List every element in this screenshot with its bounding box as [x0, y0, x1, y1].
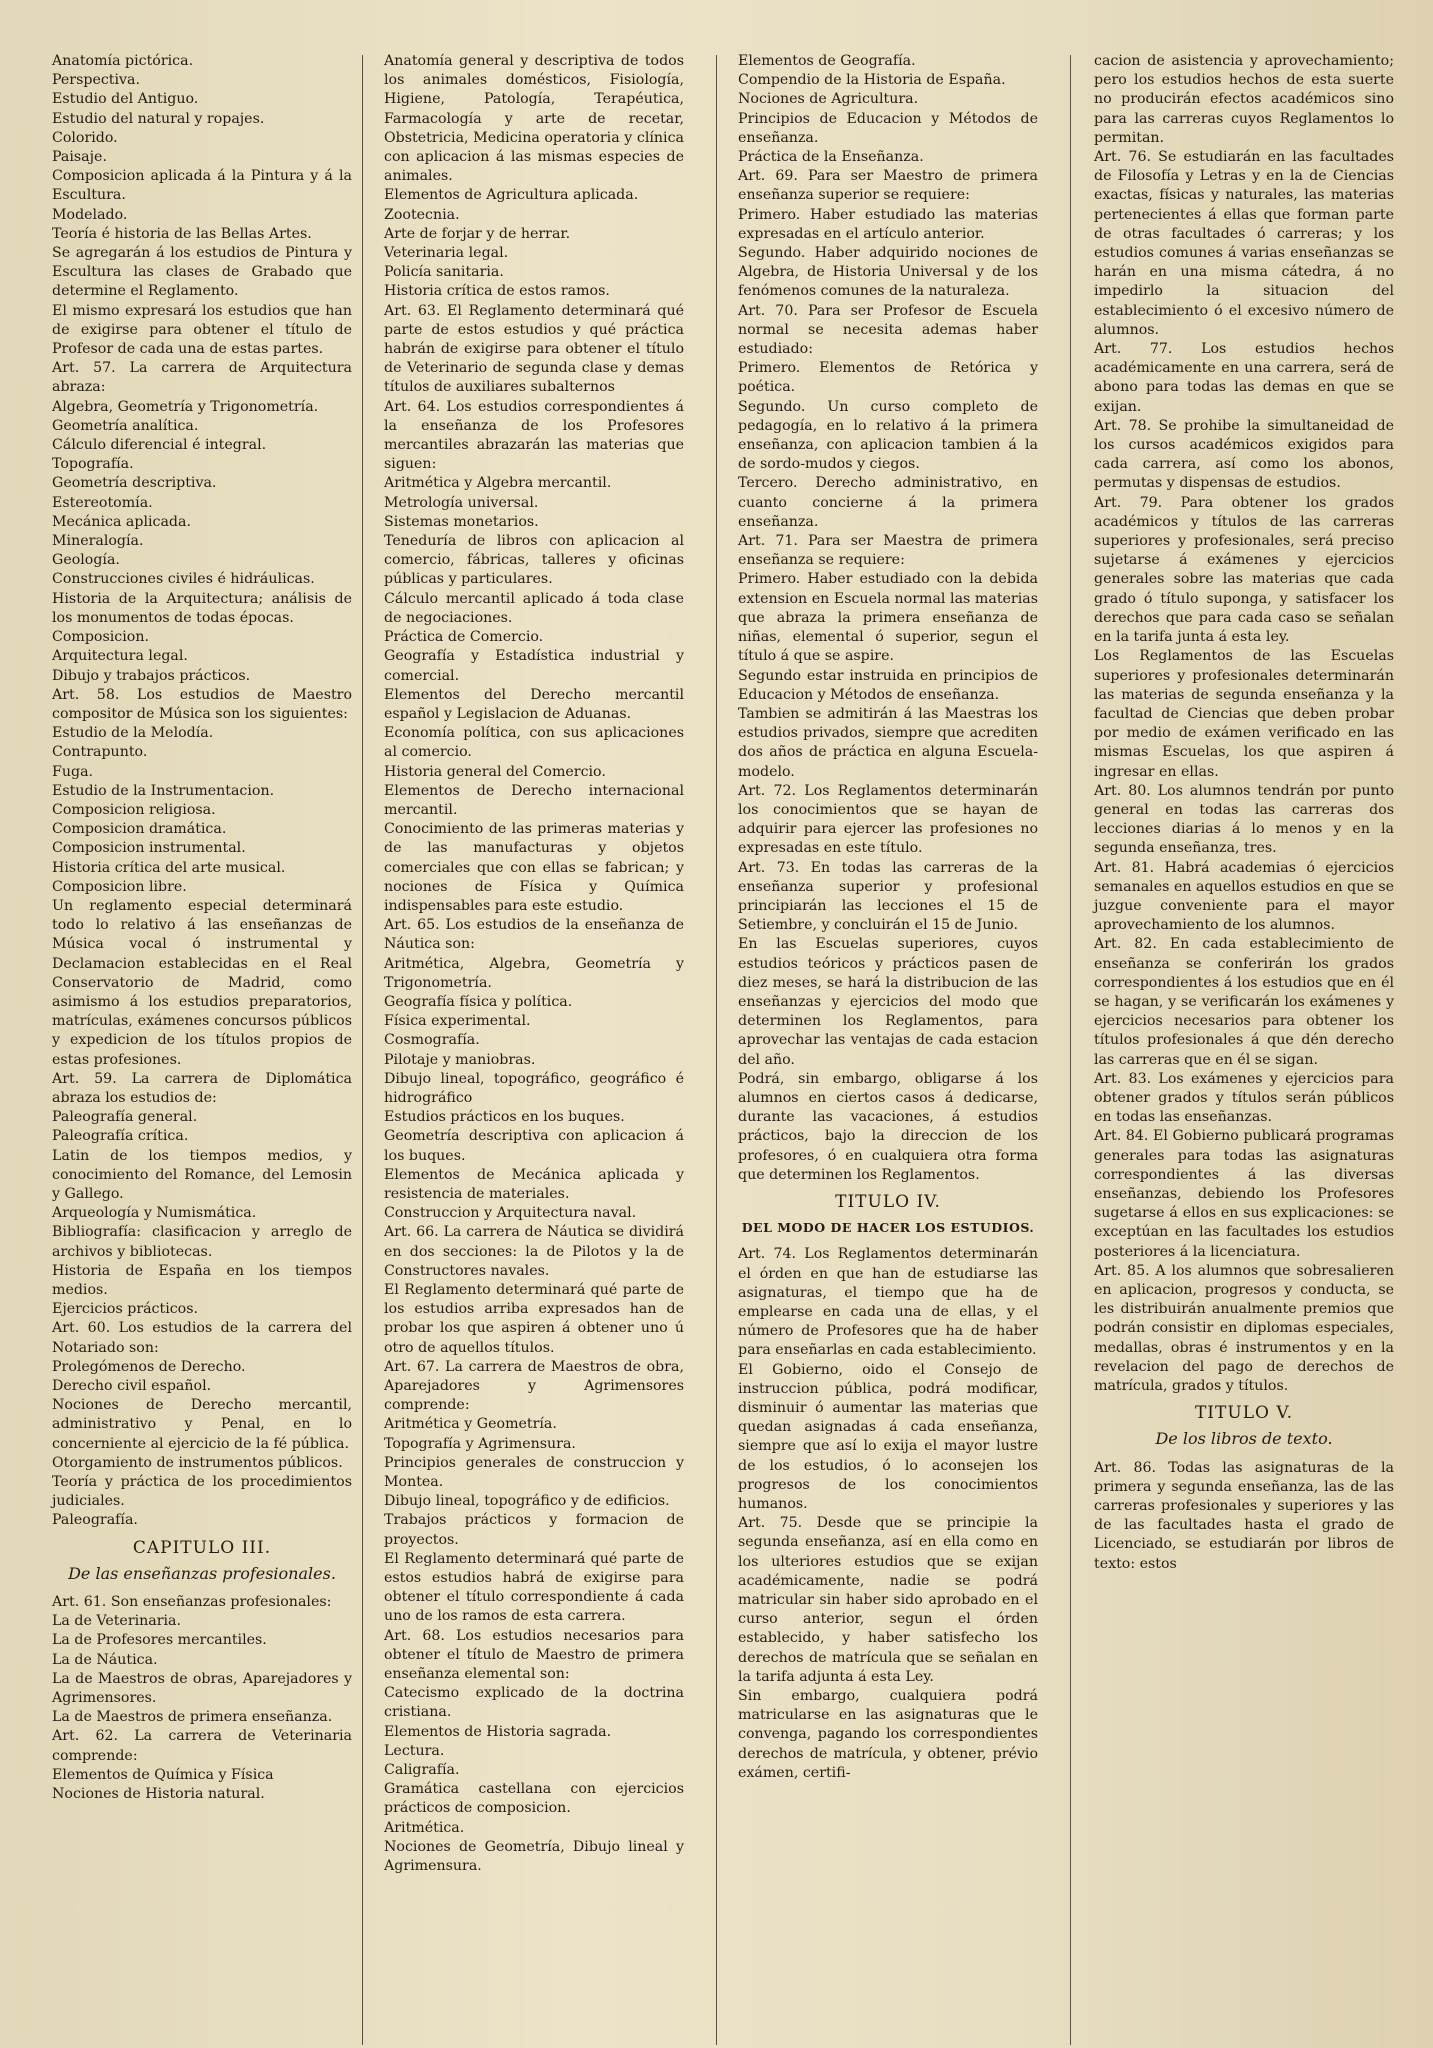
text-line: Metrología universal.	[384, 494, 539, 511]
text-line: Práctica de Comercio.	[384, 629, 544, 646]
text-line: Prolegómenos de Derecho.	[52, 1358, 246, 1375]
text-line: Sistemas monetarios.	[384, 513, 539, 530]
article-paragraph: Art. 73. En todas las carreras de la enseñanza superior y profesional principiarán las lecciones el 15 de Setiembre, y concluirán el 15 de Junio.	[738, 859, 1038, 934]
text-line: Teoría é historia de las Bellas Artes.	[52, 225, 312, 242]
article-paragraph: Art. 74. Los Reglamentos determinarán el órden en que han de estudiarse las asignaturas, el tiempo que ha de emplearse en cada una de ellas, y el número de Profesores que ha de haber para enseñarlas en cada establecimiento.	[738, 1246, 1038, 1359]
text-line: Compendio de la Historia de España.	[738, 72, 1006, 89]
text-line: Geometría descriptiva.	[52, 475, 217, 492]
text-line: Segundo estar instruida en principios de Educacion y Métodos de enseñanza.	[738, 667, 1038, 703]
article-paragraph: Art. 86. Todas las asignaturas de la primera y segunda enseñanza, las de las carreras profesionales y superiores y las de las facultades hasta el grado de Licenciado, se estudiarán por libros de texto: estos	[1094, 1459, 1394, 1572]
text-line: Primero. Haber estudiado las materias expresadas en el artículo anterior.	[738, 206, 1038, 242]
text-line: Elementos de Química y Física	[52, 1766, 274, 1783]
text-line: Composicion.	[52, 629, 149, 646]
text-line: Teneduría de libros con aplicacion al comercio, fábricas, talleres y oficinas públicas y particulares.	[384, 533, 684, 588]
article-paragraph: Art. 69. Para ser Maestro de primera enseñanza superior se requiere:	[738, 168, 1038, 204]
article-paragraph: Art. 83. Los exámenes y ejercicios para obtener grados y títulos serán públicos en todas las enseñanzas.	[1094, 1070, 1394, 1126]
text-line: Composicion instrumental.	[52, 840, 246, 857]
text-line: El Gobierno, oido el Consejo de instruccion pública, podrá modificar, disminuir ó aumentar las materias que quedan asignadas á cada enseñanza, siempre que así lo exija el mayor lustre de los estudios, ó lo aconsejen los progresos de los conocimientos humanos.	[738, 1361, 1038, 1513]
text-line: Aritmética y Geometría.	[384, 1416, 557, 1433]
text-line: Principios generales de construccion y Montea.	[384, 1454, 684, 1491]
article-paragraph: Art. 78. Se prohibe la simultaneidad de los cursos académicos exigidos para cada carrera, así como los abonos, permutas y dispensas de estudios.	[1094, 417, 1394, 492]
article-paragraph: Art. 67. La carrera de Maestros de obra, Aparejadores y Agrimensores comprende:	[384, 1358, 684, 1414]
section-subtitle: De los libros de texto.	[1155, 1429, 1333, 1449]
text-line: Paleografía.	[52, 1512, 138, 1529]
article-paragraph: Art. 76. Se estudiarán en las facultades de Filosofía y Letras y en la de Ciencias exactas, físicas y naturales, las materias pertenecientes á ellas que forman parte de otras facultades ó carreras; y los estudios comunes á varias enseñanzas se harán en una misma cátedra, á no impedirlo la situacion del establecimiento ó el excesivo número de alumnos.	[1094, 149, 1394, 338]
text-line: La de Maestros de primera enseñanza.	[52, 1709, 333, 1726]
text-line: Elementos del Derecho mercantil español y Legislacion de Aduanas.	[384, 686, 684, 722]
text-line: Arquitectura legal.	[52, 648, 188, 665]
text-line: Latin de los tiempos medios, y conocimiento del Romance, del Lemosin y Gallego.	[52, 1147, 352, 1202]
text-line: Catecismo explicado de la doctrina cristiana.	[384, 1685, 684, 1721]
text-line: Gramática castellana con ejercicios prácticos de composicion.	[384, 1781, 684, 1817]
text-line: La de Náutica.	[52, 1651, 158, 1668]
text-line: Elementos de Mecánica aplicada y resistencia de materiales.	[384, 1166, 684, 1202]
text-line: Se agregarán á los estudios de Pintura y Escultura las clases de Grabado que determine el Reglamento.	[52, 245, 352, 300]
text-column-2	[384, 52, 684, 1876]
text-line: Aritmética y Algebra mercantil.	[384, 475, 612, 492]
text-line: Anatomía general y descriptiva de todos los animales domésticos, Fisiología, Higiene, Patología, Terapéutica, Farmacología y arte de recetar, Obstetricia, Medicina operatoria y clínica con aplicacion á las mismas especies de animales.	[384, 53, 684, 185]
text-line: Construcciones civiles é hidráulicas.	[52, 571, 315, 588]
text-line: Podrá, sin embargo, obligarse á los alumnos en ciertos casos á dedicarse, durante las vacaciones, á estudios prácticos, bajo la direccion de los profesores, ó en cualquiera otra forma que determinen los Reglamentos.	[738, 1070, 1038, 1183]
text-line: Paleografía general.	[52, 1109, 198, 1126]
text-line: Teoría y práctica de los procedimientos judiciales.	[52, 1474, 352, 1510]
article-paragraph: Art. 79. Para obtener los grados académicos y títulos de las carreras superiores y profesionales, será preciso sujetarse á exámenes y ejercicios generales sobre las materias que cada grado ó título suponga, y satisfacer los derechos que para cada caso se señalan en la tarifa junta á esta ley.	[1094, 494, 1394, 646]
text-line: Veterinaria legal.	[384, 245, 509, 262]
text-line: Zootecnia.	[384, 206, 460, 223]
text-line: Segundo. Un curso completo de pedagogía, en lo relativo á la primera enseñanza, con aplicacion tambien á la de sordo-mudos y ciegos.	[738, 398, 1038, 473]
text-line: Mineralogía.	[52, 533, 144, 550]
text-line: Nociones de Historia natural.	[52, 1786, 265, 1803]
section-subtitle: De las enseñanzas profesionales.	[68, 1563, 336, 1583]
article-paragraph: Art. 59. La carrera de Diplomática abraza los estudios de:	[52, 1070, 352, 1106]
text-line: Dibujo y trabajos prácticos.	[52, 667, 251, 684]
text-line: Elementos de Geografía.	[738, 53, 916, 69]
article-paragraph: Art. 62. La carrera de Veterinaria comprende:	[52, 1728, 352, 1764]
text-line: Práctica de la Enseñanza.	[738, 149, 924, 166]
text-line: Pilotaje y maniobras.	[384, 1051, 536, 1068]
text-line: Composicion aplicada á la Pintura y á la Escultura.	[52, 168, 352, 204]
text-line: En las Escuelas superiores, cuyos estudios teóricos y prácticos pasen de diez meses, se hará la distribucion de las enseñanzas y ejercicios del modo que determinen los Reglamentos, para aprovechar las ventajas de cada estacion del año.	[738, 936, 1038, 1068]
text-line: Composicion religiosa.	[52, 801, 216, 818]
section-heading: CAPITULO III.	[132, 1537, 272, 1558]
article-paragraph: Art. 71. Para ser Maestra de primera enseñanza se requiere:	[738, 533, 1038, 569]
text-line: Tambien se admitirán á las Maestras los estudios privados, siempre que acrediten dos años de práctica en alguna Escuela-modelo.	[738, 705, 1038, 780]
text-line: Arqueología y Numismática.	[52, 1205, 257, 1222]
text-line: Geografía física y política.	[384, 993, 573, 1010]
text-line: Historia de España en los tiempos medios.	[52, 1262, 352, 1298]
text-line: El Reglamento determinará qué parte de estos estudios habrá de exigirse para obtener el título correspondiente á cada uno de los ramos de esta carrera.	[384, 1550, 684, 1625]
text-line: El mismo expresará los estudios que han de exigirse para obtener el título de Profesor de cada una de estas partes.	[52, 302, 352, 358]
text-line: Elementos de Derecho internacional mercantil.	[384, 782, 684, 818]
text-line: Topografía y Agrimensura.	[384, 1435, 576, 1452]
text-line: Construccion y Arquitectura naval.	[384, 1205, 637, 1222]
text-line: Anatomía pictórica.	[52, 53, 194, 69]
text-line: Un reglamento especial determinará todo lo relativo á las enseñanzas de Música vocal ó instrumental y Declamacion establecidas en el Real Conservatorio de Madrid, como asimismo á los estudios preparatorios, matrículas, exámenes concursos públicos y expedicion de los títulos propios de estas profesiones.	[52, 897, 352, 1068]
text-line: Estudio del natural y ropajes.	[52, 110, 265, 127]
text-line: Aritmética, Algebra, Geometría y Trigonometría.	[384, 955, 684, 991]
article-paragraph: Art. 70. Para ser Profesor de Escuela normal se necesita ademas haber estudiado:	[738, 302, 1038, 358]
text-line: Fuga.	[52, 763, 94, 780]
text-line: Trabajos prácticos y formacion de proyectos.	[384, 1512, 684, 1548]
text-line: Paleografía crítica.	[52, 1128, 189, 1145]
text-line: Mecánica aplicada.	[52, 513, 191, 530]
text-line: Composicion libre.	[52, 878, 187, 895]
text-line: Estudios prácticos en los buques.	[384, 1109, 625, 1126]
article-paragraph: Art. 64. Los estudios correspondientes á la enseñanza de los Profesores mercantiles abrazarán las materias que siguen:	[384, 398, 684, 473]
text-line: cacion de asistencia y aprovechamiento; pero los estudios hechos de esta suerte no producirán efectos académicos sino para las carreras cuyos Reglamentos lo permitan.	[1094, 53, 1394, 146]
article-paragraph: Art. 60. Los estudios de la carrera del Notariado son:	[52, 1320, 352, 1356]
text-line: Paisaje.	[52, 149, 107, 166]
text-line: Estereotomía.	[52, 494, 153, 511]
text-line: Estudio de la Instrumentacion.	[52, 782, 275, 799]
text-line: Cálculo mercantil aplicado á toda clase de negociaciones.	[384, 590, 684, 626]
text-line: Física experimental.	[384, 1013, 531, 1030]
article-paragraph: Art. 72. Los Reglamentos determinarán los conocimientos que se hayan de adquirir para ejercer las profesiones no expresadas en este título.	[738, 782, 1038, 857]
text-line: Los Reglamentos de las Escuelas superiores y profesionales determinarán las materias de segunda enseñanza y la facultad de Ciencias que deben probar por medio de exámen verificado en las mismas Escuelas, los que aspiren á ingresar en ellas.	[1094, 648, 1394, 780]
text-line: Geometría analítica.	[52, 417, 199, 434]
text-line: Cálculo diferencial é integral.	[52, 437, 267, 454]
text-line: Lectura.	[384, 1742, 445, 1759]
text-column-3	[738, 52, 1038, 1783]
text-line: Estudio del Antiguo.	[52, 91, 199, 108]
column-divider	[362, 55, 363, 2045]
text-line: Historia crítica de estos ramos.	[384, 283, 610, 300]
text-line: Ejercicios prácticos.	[52, 1301, 199, 1318]
section-subheading: DEL MODO DE HACER LOS ESTUDIOS.	[741, 1220, 1035, 1236]
text-line: Contrapunto.	[52, 744, 148, 761]
text-line: Elementos de Agricultura aplicada.	[384, 187, 639, 204]
text-line: Aritmética.	[384, 1819, 465, 1836]
text-line: Dibujo lineal, topográfico y de edificios.	[384, 1493, 670, 1510]
text-line: Historia crítica del arte musical.	[52, 859, 286, 876]
text-line: Colorido.	[52, 129, 118, 146]
article-paragraph: Art. 66. La carrera de Náutica se dividirá en dos secciones: la de Pilotos y la de Constructores navales.	[384, 1224, 684, 1279]
text-line: Nociones de Geometría, Dibujo lineal y Agrimensura.	[384, 1838, 684, 1875]
text-line: La de Maestros de obras, Aparejadores y Agrimensores.	[52, 1670, 352, 1707]
column-divider	[716, 55, 717, 2045]
text-line: Historia general del Comercio.	[384, 763, 606, 780]
text-line: Modelado.	[52, 206, 128, 223]
text-line: La de Profesores mercantiles.	[52, 1632, 267, 1649]
text-line: Perspectiva.	[52, 72, 141, 89]
section-heading: TITULO IV.	[835, 1191, 941, 1212]
article-paragraph: Art. 57. La carrera de Arquitectura abraza:	[52, 360, 352, 396]
text-line: Derecho civil español.	[52, 1378, 212, 1395]
text-line: Segundo. Haber adquirido nociones de Algebra, de Historia Universal y de los fenómenos comunes de la naturaleza.	[738, 245, 1038, 300]
text-column-1	[52, 52, 352, 1804]
text-line: Cosmografía.	[384, 1032, 480, 1049]
text-line: Caligrafía.	[384, 1762, 460, 1779]
text-line: Algebra, Geometría y Trigonometría.	[52, 398, 319, 415]
text-line: La de Veterinaria.	[52, 1613, 182, 1630]
text-line: Nociones de Derecho mercantil, administrativo y Penal, en lo concerniente al ejercicio de la fé pública.	[52, 1397, 352, 1452]
article-paragraph: Art. 65. Los estudios de la enseñanza de Náutica son:	[384, 917, 684, 953]
article-paragraph: Art. 82. En cada establecimiento de enseñanza se conferirán los grados correspondientes á los estudios que en él se hagan, y se verificarán los exámenes y ejercicios necesarios para obtener los títulos profesionales á que dén derecho las carreras que en él se sigan.	[1094, 936, 1394, 1068]
text-line: Estudio de la Melodía.	[52, 725, 214, 742]
article-paragraph: Art. 80. Los alumnos tendrán por punto general en todas las carreras dos lecciones diarias á lo menos y en la segunda enseñanza, tres.	[1094, 782, 1394, 857]
text-line: El Reglamento determinará qué parte de los estudios arriba expresados han de probar los que aspiren á obtener uno ú otro de aquellos títulos.	[384, 1282, 684, 1356]
text-line: Elementos de Historia sagrada.	[384, 1723, 612, 1740]
text-line: Geometría descriptiva con aplicacion á los buques.	[384, 1128, 684, 1164]
text-line: Geografía y Estadística industrial y comercial.	[384, 648, 684, 684]
text-line: Historia de la Arquitectura; análisis de los monumentos de todas épocas.	[52, 590, 352, 626]
text-line: Primero. Elementos de Retórica y poética.	[738, 360, 1038, 396]
text-line: Composicion dramática.	[52, 821, 227, 838]
text-line: Bibliografía: clasificacion y arreglo de archivos y bibliotecas.	[52, 1224, 352, 1260]
text-line: Dibujo lineal, topográfico, geográfico é hidrográfico	[384, 1070, 684, 1106]
text-line: Primero. Haber estudiado con la debida extension en Escuela normal las materias que abraza la primera enseñanza de niñas, elemental ó superior, segun el título á que se aspire.	[738, 571, 1038, 665]
article-paragraph: Art. 68. Los estudios necesarios para obtener el título de Maestro de primera enseñanza elemental son:	[384, 1627, 684, 1683]
article-paragraph: Art. 61. Son enseñanzas profesionales:	[52, 1594, 332, 1611]
column-divider	[1070, 55, 1071, 2045]
article-paragraph: Art. 84. El Gobierno publicará programas generales para todas las asignaturas correspondientes á las diversas enseñanzas, debiendo los Profesores sugetarse á ellos en sus explicaciones: se exceptúan en las facultades los estudios posteriores á la licenciatura.	[1094, 1128, 1394, 1260]
text-line: Nociones de Agricultura.	[738, 91, 919, 108]
text-line: Arte de forjar y de herrar.	[384, 225, 571, 242]
text-line: Topografía.	[52, 456, 134, 473]
text-line: Tercero. Derecho administrativo, en cuanto concierne á la primera enseñanza.	[738, 475, 1038, 530]
article-paragraph: Art. 81. Habrá academias ó ejercicios semanales en aquellos estudios en que se juzgue conveniente para el mayor aprovechamiento de los alumnos.	[1094, 859, 1394, 934]
article-paragraph: Art. 58. Los estudios de Maestro compositor de Música son los siguientes:	[52, 686, 352, 722]
text-line: Principios de Educacion y Métodos de enseñanza.	[738, 110, 1038, 146]
article-paragraph: Art. 75. Desde que se principie la segunda enseñanza, así en ella como en los ulteriores estudios que se exijan académicamente, nadie se podrá matricular sin haber sido aprobado en el curso anterior, segun el órden establecido, y haber satisfecho los derechos de matrícula que se señalan en la tarifa adjunta á esta Ley.	[738, 1515, 1038, 1685]
text-line: Conocimiento de las primeras materias y de las manufacturas y objetos comerciales que con ellas se fabrican; y nociones de Física y Química indispensables para este estudio.	[384, 821, 684, 914]
article-paragraph: Art. 77. Los estudios hechos académicamente en una carrera, será de abono para todas las demas en que se exijan.	[1094, 341, 1394, 415]
text-line: Otorgamiento de instrumentos públicos.	[52, 1454, 343, 1471]
text-line: Economía política, con sus aplicaciones al comercio.	[384, 725, 684, 761]
text-line: Geología.	[52, 552, 120, 569]
text-line: Policía sanitaria.	[384, 264, 504, 281]
section-heading: TITULO V.	[1194, 1403, 1294, 1424]
text-line: Sin embargo, cualquiera podrá matricularse en las asignaturas que le convenga, pagando los correspondientes derechos de matrícula, y obtener, prévio exámen, certifi-	[738, 1688, 1038, 1781]
text-column-4	[1094, 52, 1394, 1574]
article-paragraph: Art. 85. A los alumnos que sobresalieren en aplicacion, progresos y conducta, se les distribuirán anualmente premios que podrán consistir en diplomas especiales, medallas, obras é instrumentos y en la revelacion del pago de derechos de matrícula, grados y títulos.	[1094, 1262, 1394, 1395]
article-paragraph: Art. 63. El Reglamento determinará qué parte de estos estudios y qué práctica habrán de exigirse para obtener el título de Veterinario de segunda clase y demas títulos de auxiliares subalternos	[384, 302, 684, 396]
